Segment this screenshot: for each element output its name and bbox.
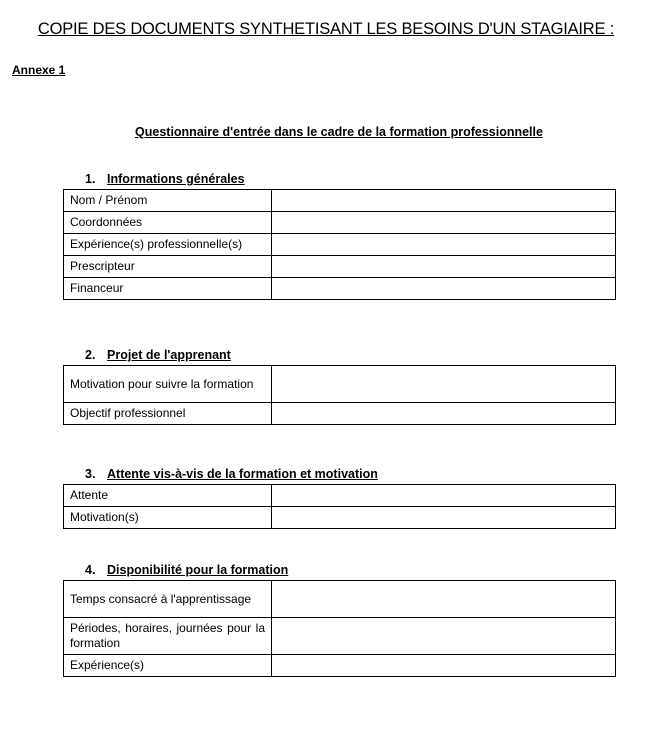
section-heading — [63, 464, 616, 484]
projet-table — [63, 365, 616, 425]
answer-cell[interactable] — [272, 366, 616, 403]
section-heading — [63, 560, 616, 580]
section-informations-generales — [63, 169, 616, 300]
table-row — [64, 212, 616, 234]
answer-cell[interactable] — [272, 618, 616, 655]
annexe-label: Annexe 1 — [12, 63, 66, 77]
section-number: 3. — [85, 467, 96, 481]
table-row — [64, 618, 616, 655]
table-row — [64, 403, 616, 425]
attente-table — [63, 484, 616, 529]
section-title: Disponibilité pour la formation — [107, 563, 289, 577]
answer-cell[interactable] — [272, 278, 616, 300]
table-row — [64, 278, 616, 300]
row-label: Nom / Prénom — [64, 190, 272, 212]
section-disponibilite — [63, 560, 616, 677]
section-title: Informations générales — [107, 172, 245, 186]
row-label: Coordonnées — [64, 212, 272, 234]
disponibilite-table — [63, 580, 616, 677]
info-table — [63, 189, 616, 300]
table-row — [64, 655, 616, 677]
answer-cell[interactable] — [272, 507, 616, 529]
row-label: Expérience(s) — [64, 655, 272, 677]
row-label: Motivation(s) — [64, 507, 272, 529]
table-row — [64, 581, 616, 618]
section-number: 4. — [85, 563, 96, 577]
document-title: COPIE DES DOCUMENTS SYNTHETISANT LES BESOINS D'UN STAGIAIRE : — [37, 20, 615, 38]
section-number: 1. — [85, 172, 96, 186]
row-label: Objectif professionnel — [64, 403, 272, 425]
answer-cell[interactable] — [272, 485, 616, 507]
answer-cell[interactable] — [272, 212, 616, 234]
answer-cell[interactable] — [272, 581, 616, 618]
section-number: 2. — [85, 348, 96, 362]
table-row — [64, 234, 616, 256]
row-label: Motivation pour suivre la formation — [64, 366, 272, 403]
answer-cell[interactable] — [272, 190, 616, 212]
table-row — [64, 256, 616, 278]
table-row — [64, 366, 616, 403]
row-label: Temps consacré à l'apprentissage — [64, 581, 272, 618]
table-row — [64, 507, 616, 529]
section-heading — [63, 169, 616, 189]
section-heading — [63, 345, 616, 365]
section-title: Projet de l'apprenant — [107, 348, 231, 362]
answer-cell[interactable] — [272, 403, 616, 425]
table-row — [64, 190, 616, 212]
row-label: Périodes, horaires, journées pour la formation — [64, 618, 272, 655]
answer-cell[interactable] — [272, 234, 616, 256]
answer-cell[interactable] — [272, 655, 616, 677]
section-attente-motivation — [63, 464, 616, 529]
row-label: Attente — [64, 485, 272, 507]
table-row — [64, 485, 616, 507]
section-projet-apprenant — [63, 345, 616, 425]
row-label: Expérience(s) professionnelle(s) — [64, 234, 272, 256]
section-title: Attente vis-à-vis de la formation et motivation — [107, 467, 378, 481]
answer-cell[interactable] — [272, 256, 616, 278]
row-label: Financeur — [64, 278, 272, 300]
row-label: Prescripteur — [64, 256, 272, 278]
questionnaire-title: Questionnaire d'entrée dans le cadre de la formation professionnelle — [135, 125, 543, 139]
